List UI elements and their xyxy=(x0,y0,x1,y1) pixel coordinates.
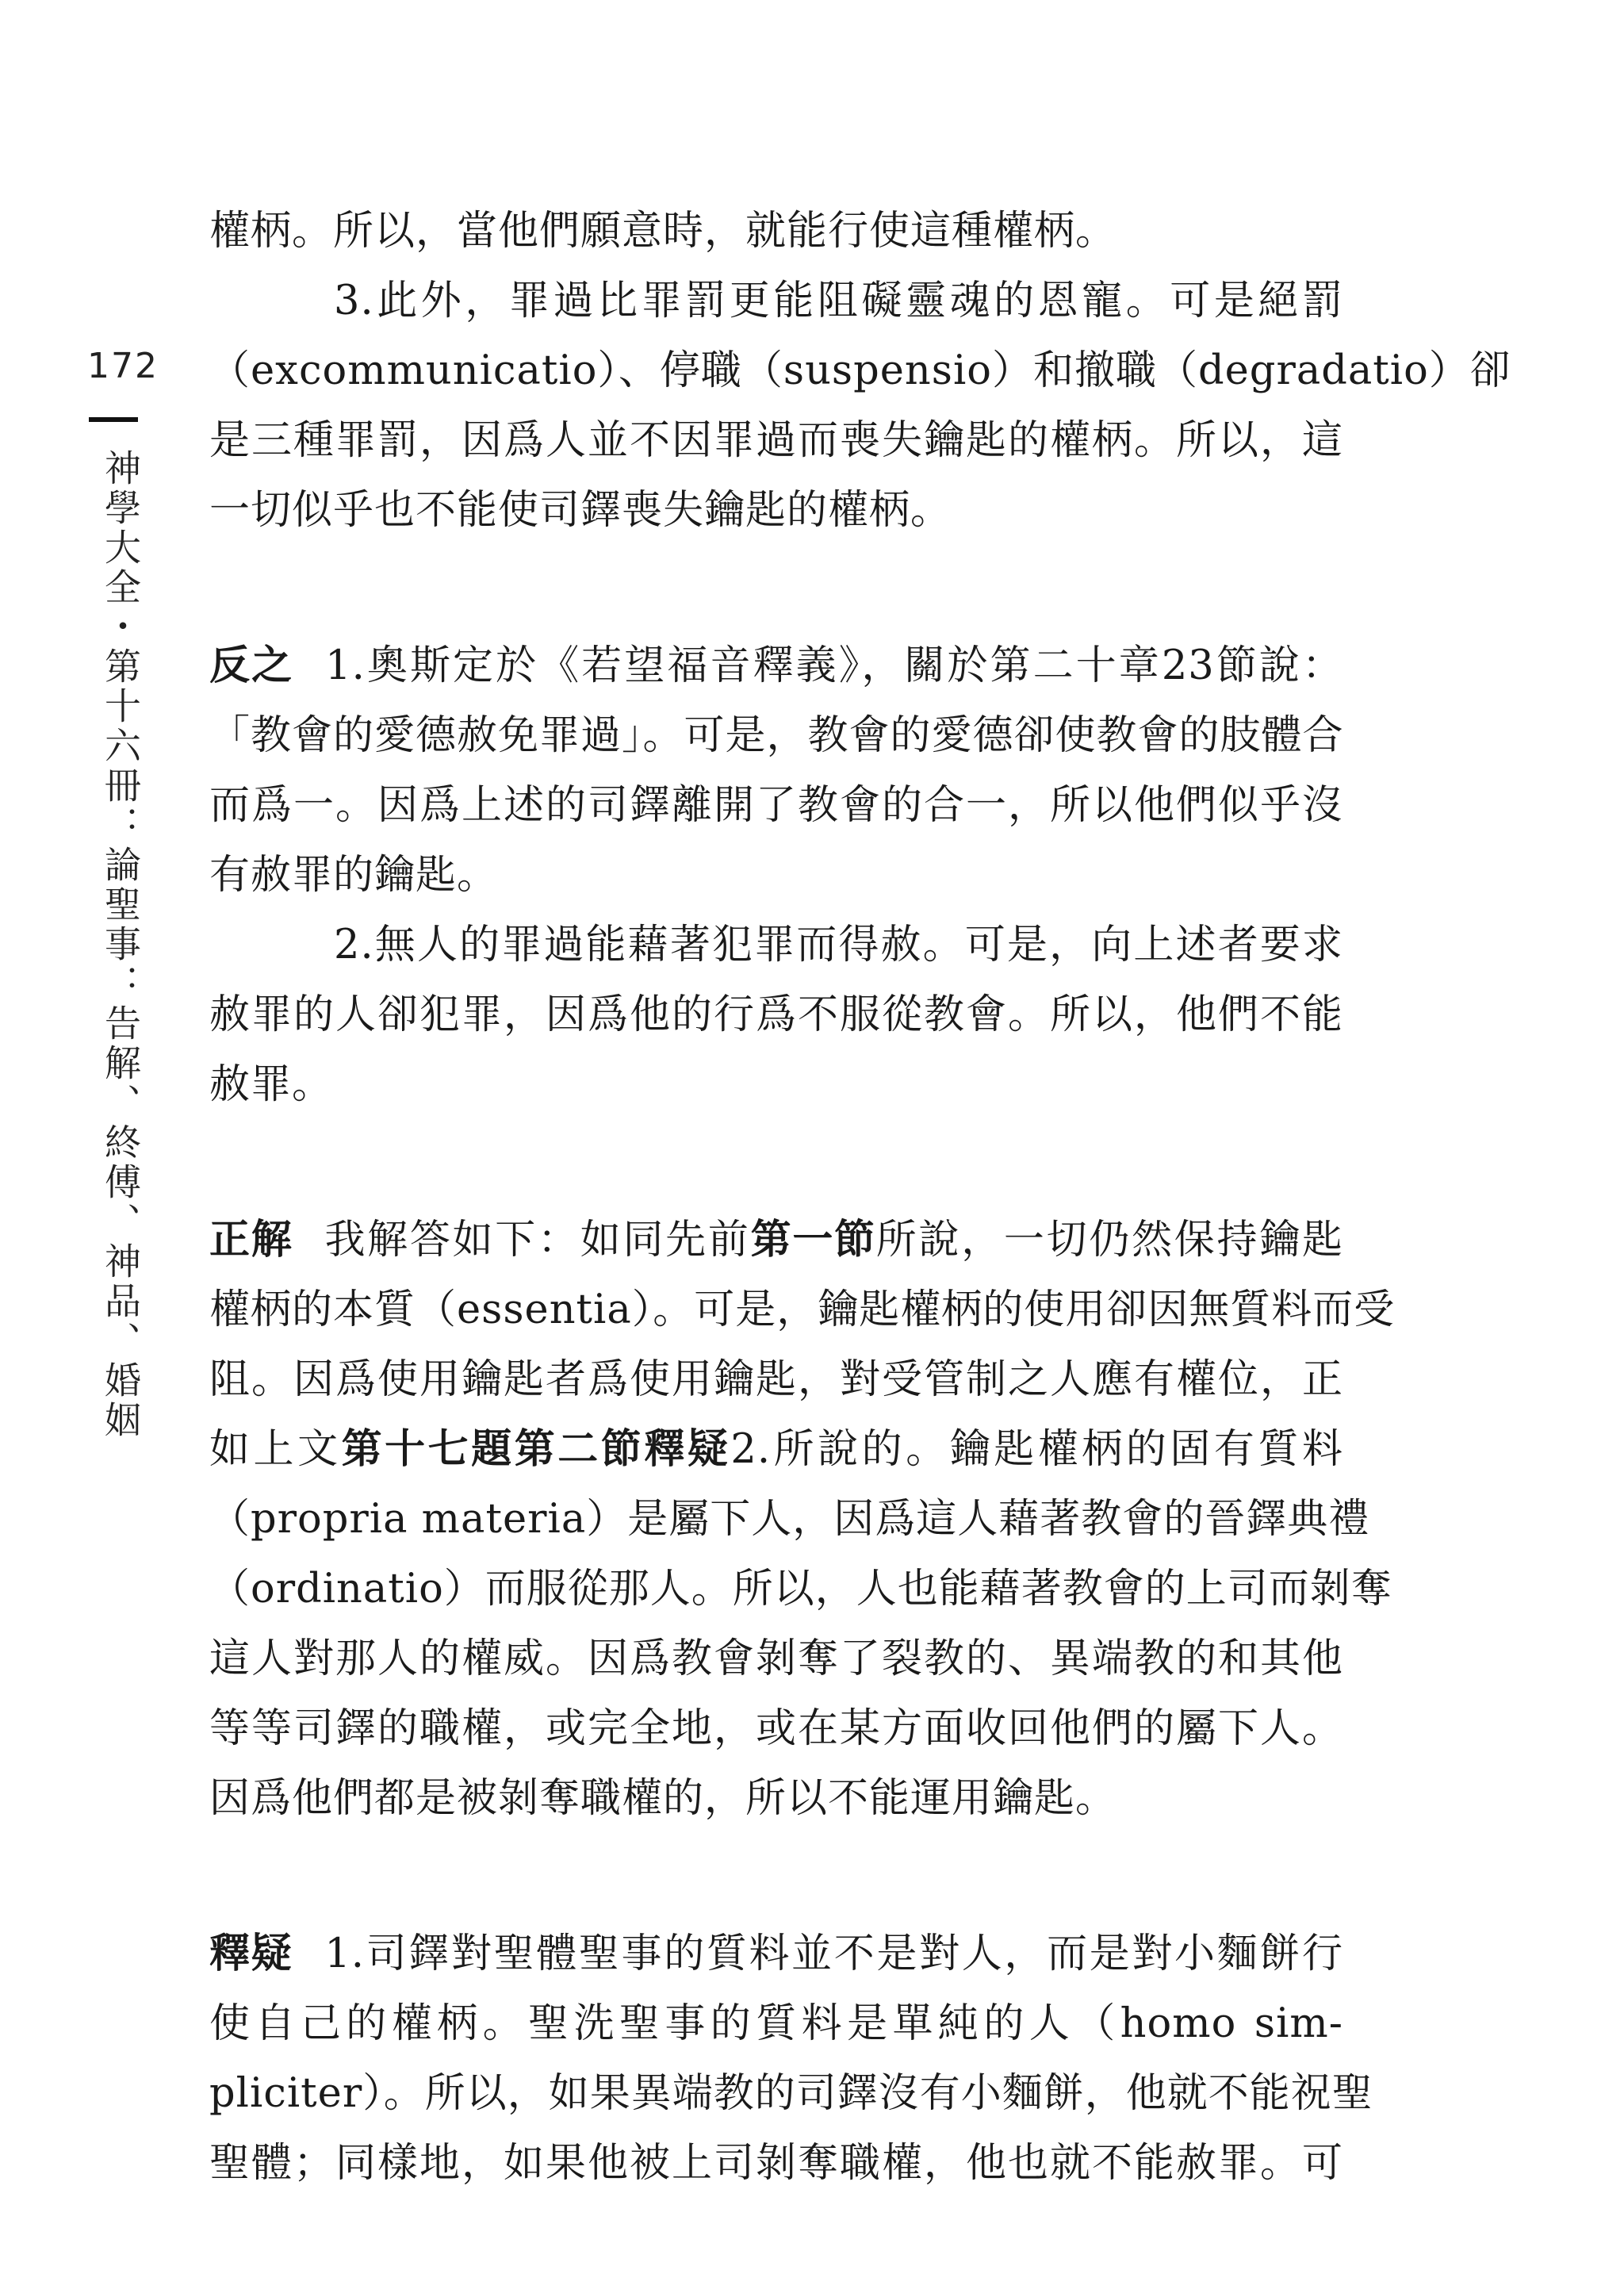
cross-reference: 第十七題第二節釋疑 xyxy=(341,1426,731,1473)
page-number: 172 xyxy=(87,346,159,386)
text-run: 1.司鐸對聖體聖事的質料並不是對人，而是對小麵餅行 xyxy=(324,1931,1343,1977)
text-line: 一切似乎也不能使司鐸喪失鑰匙的權柄。 xyxy=(209,487,952,534)
text-line xyxy=(209,1919,1343,1989)
text-line: 3.此外，罪過比罪罰更能阻礙靈魂的恩寵。可是絕罰 xyxy=(334,278,1343,324)
text-line: （excommunicatio）、停職（suspensio）和撤職（degradatio）卻 xyxy=(209,347,1511,394)
section-heading-respondeo: 正解 xyxy=(209,1217,293,1263)
text-line: 「教會的愛德赦免罪過」。可是，教會的愛德卻使教會的肢體合 xyxy=(209,712,1344,759)
text-line: 使自己的權柄。聖洗聖事的質料是單純的人（homo sim- xyxy=(209,2000,1343,2047)
text-run: 如上文 xyxy=(209,1426,342,1473)
section-heading-contra: 反之 xyxy=(209,642,294,689)
text-line: 聖體；同樣地，如果他被上司剝奪職權，他也就不能赦罪。可 xyxy=(209,2140,1343,2187)
text-line: 是三種罪罰，因爲人並不因罪過而喪失鑰匙的權柄。所以，這 xyxy=(209,417,1343,464)
text-line: 有赦罪的鑰匙。 xyxy=(209,852,499,899)
text-run: 我解答如下：如同先前 xyxy=(324,1217,751,1263)
text-line: 權柄的本質（essentia）。可是，鑰匙權柄的使用卻因無質料而受 xyxy=(209,1286,1396,1333)
text-line: pliciter）。所以，如果異端教的司鐸沒有小麵餅，他就不能祝聖 xyxy=(209,2070,1373,2117)
cross-reference: 第一節 xyxy=(750,1217,876,1263)
text-line: 權柄。所以，當他們願意時，就能行使這種權柄。 xyxy=(209,208,1117,255)
text-line xyxy=(209,631,1343,701)
text-run: 1.奧斯定於《若望福音釋義》，關於第二十章23節說： xyxy=(325,642,1343,689)
text-line: 這人對那人的權威。因爲教會剝奪了裂教的、異端教的和其他 xyxy=(209,1635,1343,1682)
text-line: 等等司鐸的職權，或完全地，或在某方面收回他們的屬下人。 xyxy=(209,1705,1343,1752)
text-line: 因爲他們都是被剝奪職權的，所以不能運用鑰匙。 xyxy=(209,1775,1117,1822)
margin-rule xyxy=(89,417,138,422)
text-run: 2.所說的。鑰匙權柄的固有質料 xyxy=(730,1426,1343,1473)
text-line: 赦罪。 xyxy=(209,1061,334,1108)
section-heading-ad-primum: 釋疑 xyxy=(209,1931,293,1977)
text-line: （ordinatio）而服從那人。所以，人也能藉著教會的上司而剝奪 xyxy=(209,1566,1392,1612)
text-line xyxy=(209,1415,1343,1485)
text-line xyxy=(209,1206,1343,1275)
text-line: 阻。因爲使用鑰匙者爲使用鑰匙，對受管制之人應有權位，正 xyxy=(209,1356,1343,1403)
body-text xyxy=(209,197,1511,2199)
text-run: 所說，一切仍然保持鑰匙 xyxy=(875,1217,1343,1263)
text-line: 而爲一。因爲上述的司鐸離開了教會的合一，所以他們似乎沒 xyxy=(209,782,1343,829)
running-title: 神學大全・第十六冊：論聖事：告解、終傅、神品、婚姻 xyxy=(99,449,142,1440)
section-gap xyxy=(209,546,1343,631)
section-gap xyxy=(209,1120,1343,1206)
text-line: （propria materia）是屬下人，因爲這人藉著教會的晉鐸典禮 xyxy=(209,1496,1370,1543)
section-gap xyxy=(209,1834,1343,1919)
text-line: 2.無人的罪過能藉著犯罪而得赦。可是，向上述者要求 xyxy=(334,922,1343,968)
text-line: 赦罪的人卻犯罪，因爲他的行爲不服從教會。所以，他們不能 xyxy=(209,991,1343,1038)
